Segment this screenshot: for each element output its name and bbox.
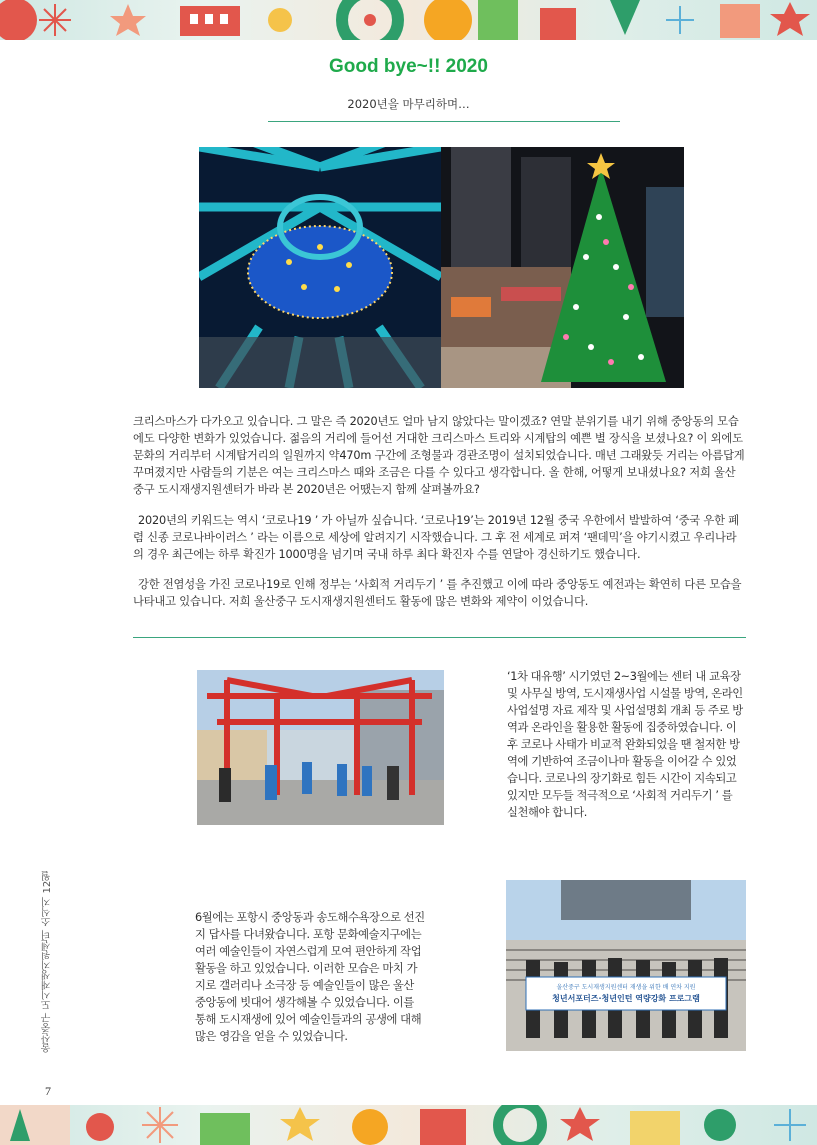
snowflake-icon xyxy=(142,1107,178,1143)
pavilion-disinfection-photo xyxy=(197,670,444,825)
pohang-visit-paragraph: 6월에는 포항시 중앙동과 송도해수욕장으로 선진지 답사를 다녀왔습니다. 포항 문화예술지구에는 여러 예술인들이 자연스럽게 모여 편안하게 작업활동을 하고 있었습니다. 이러한 모습은 마치 가지로 갤러리나 소극장 등 예술인들이 많은 울산 중앙동에 빗대어 생각해볼 수 있었습니다. 이를 통해 도시재생에 있어 예술인들과의 공생에 대해 많은 영감을 얻을 수 있었습니다. xyxy=(195,911,425,1043)
distancing-paragraph: 강한 전염성을 가진 코로나19로 인해 정부는 ‘사회적 거리두기 ’ 를 추진했고 이에 따라 중앙동도 예전과는 확연히 다른 모습을 나타내고 있습니다. 저희 울산중구 도시재생지원센터도 활동에 많은 변화와 제약이 이었습니다. xyxy=(133,578,742,608)
first-wave-paragraph: ‘1차 대유행’ 시기였던 2~3월에는 센터 내 교육장 및 사무실 방역, 도시재생사업 시설물 방역, 온라인 사업설명 자료 제작 및 사업설명회 개최 등 주로 방역과 온라인을 활용한 활동에 집중하였습니다. 이후 코로나 사태가 비교적 완화되었을 땐 철저한 방역에 기반하여 조금이나마 활동을 이어갈 수 있었습니다. 코로나의 장기화로 힘든 시간이 지속되고 있지만 모두들 적극적으로 ‘사회적 거리두기 ’ 를 실천해야 합니다. xyxy=(507,670,743,819)
bottom-decorative-band xyxy=(0,1105,817,1145)
covid-paragraph: 2020년의 키워드는 역시 ‘코로나19 ’ 가 아닐까 싶습니다. ‘코로나19’는 2019년 12월 중국 우한에서 발발하여 ‘중국 우한 폐렴 신종 코로나바이러스 ’ 라는 이름으로 세상에 알려지기 시작했습니다. 그 후 전 세계로 퍼져 ‘팬데믹’을 야기시켰고 우리나라의 경우 최근에는 하루 확진가 1000명을 넘기며 국내 하루 최다 확진자 수를 연달아 경신하기도 했습니다. xyxy=(133,514,739,561)
banner-line2: 청년서포터즈·청년인턴 역량강화 프로그램 xyxy=(552,994,700,1003)
christmas-tree-photo xyxy=(441,147,684,388)
snowflake-icon xyxy=(39,4,71,36)
title-divider xyxy=(268,121,620,122)
top-decorative-band xyxy=(0,0,817,40)
page-subtitle: 2020년을 마무리하며… xyxy=(347,97,470,111)
dome-photo xyxy=(199,147,441,388)
group-photo xyxy=(506,880,746,1051)
section-divider xyxy=(133,637,746,638)
side-caption: 울산중구 도시재생지원센터 소식지 12월 xyxy=(42,870,53,1053)
banner-line1: 울산중구 도시재생지원센터 재생을 위한 배 연차 지원 xyxy=(556,984,696,991)
star-icon xyxy=(110,4,146,36)
intro-paragraph: 크리스마스가 다가오고 있습니다. 그 말은 즉 2020년도 얼마 남지 않았다는 말이겠죠? 연말 분위기를 내기 위해 중앙동의 모습에도 다양한 변화가 있었습니다. 젊음의 거리에 들어선 거대한 크리스마스 트리와 시계탑의 예쁜 별 장식을 보셨나요? 이 외에도 문화의 거리부터 시계탑거리의 일원까지 약470m 구간에 조형물과 경관조명이 설치되었습니다. 매년 그래왔듯 거리는 아름답게 꾸며졌지만 사람들의 기분은 여는 크리스마스 때와 조금은 다를 수 있다고 생각합니다. 올 한해, 어떻게 보내셨나요? 저희 울산중구 도시재생지원센터가 바라 본 2020년은 어땠는지 함께 살펴볼까요? xyxy=(133,415,745,496)
page-number: 7 xyxy=(45,1084,51,1098)
page-title: Good bye~!! 2020 xyxy=(329,56,488,77)
